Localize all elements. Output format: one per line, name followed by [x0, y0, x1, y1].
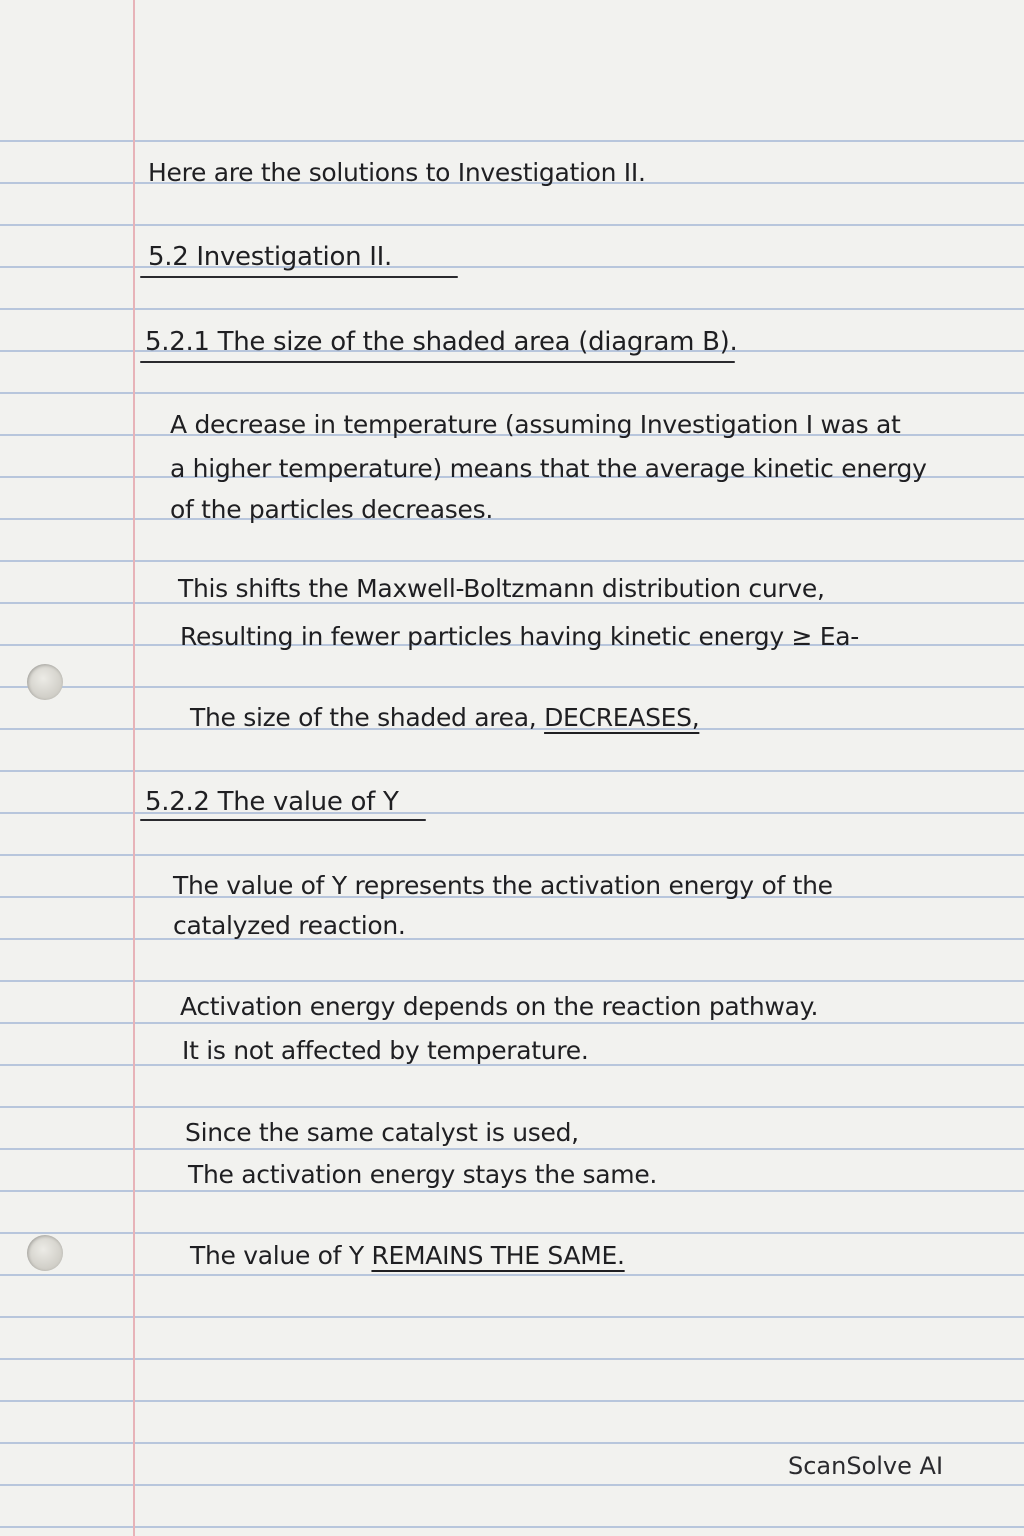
q1-conclusion [190, 705, 699, 730]
question-1-heading: 5.2.1 The size of the shaded area (diagram B). [145, 327, 738, 357]
question-2-heading-underline [140, 819, 426, 821]
section-heading: 5.2 Investigation II. [148, 242, 392, 272]
q2-conclusion [190, 1243, 625, 1268]
q2-answer: REMAINS THE SAME. [371, 1241, 625, 1270]
q2-conclusion-text: The value of Y [190, 1241, 372, 1270]
q1-answer: DECREASES, [544, 703, 700, 732]
intro-text: Here are the solutions to Investigation II. [148, 158, 646, 187]
q1-paragraph-2-line-2: Resulting in fewer particles having kinetic energy ≥ Ea- [180, 622, 860, 651]
q1-paragraph-1-line-1: A decrease in temperature (assuming Investigation I was at [170, 410, 901, 439]
watermark-signature: ScanSolve AI [788, 1452, 944, 1480]
q2-paragraph-3-line-1: Since the same catalyst is used, [185, 1118, 579, 1147]
q2-paragraph-3-line-2: The activation energy stays the same. [188, 1160, 658, 1189]
punch-hole [27, 664, 63, 700]
question-2-heading: 5.2.2 The value of Y [145, 787, 399, 817]
q1-paragraph-2-line-1: This shifts the Maxwell-Boltzmann distribution curve, [178, 574, 825, 603]
q2-paragraph-1-line-2: catalyzed reaction. [173, 911, 406, 940]
section-heading-underline [140, 276, 458, 278]
q2-paragraph-1-line-1: The value of Y represents the activation energy of the [173, 871, 833, 900]
q2-paragraph-2-line-2: It is not affected by temperature. [182, 1036, 589, 1065]
q1-conclusion-text: The size of the shaded area, [190, 703, 545, 732]
red-margin-line [133, 0, 135, 1536]
question-1-heading-underline [140, 361, 735, 363]
page-top-margin [0, 0, 1024, 100]
q2-paragraph-2-line-1: Activation energy depends on the reaction pathway. [180, 992, 819, 1021]
q1-paragraph-1-line-2: a higher temperature) means that the average kinetic energy [170, 454, 927, 483]
q1-paragraph-1-line-3: of the particles decreases. [170, 495, 493, 524]
punch-hole [27, 1235, 63, 1271]
